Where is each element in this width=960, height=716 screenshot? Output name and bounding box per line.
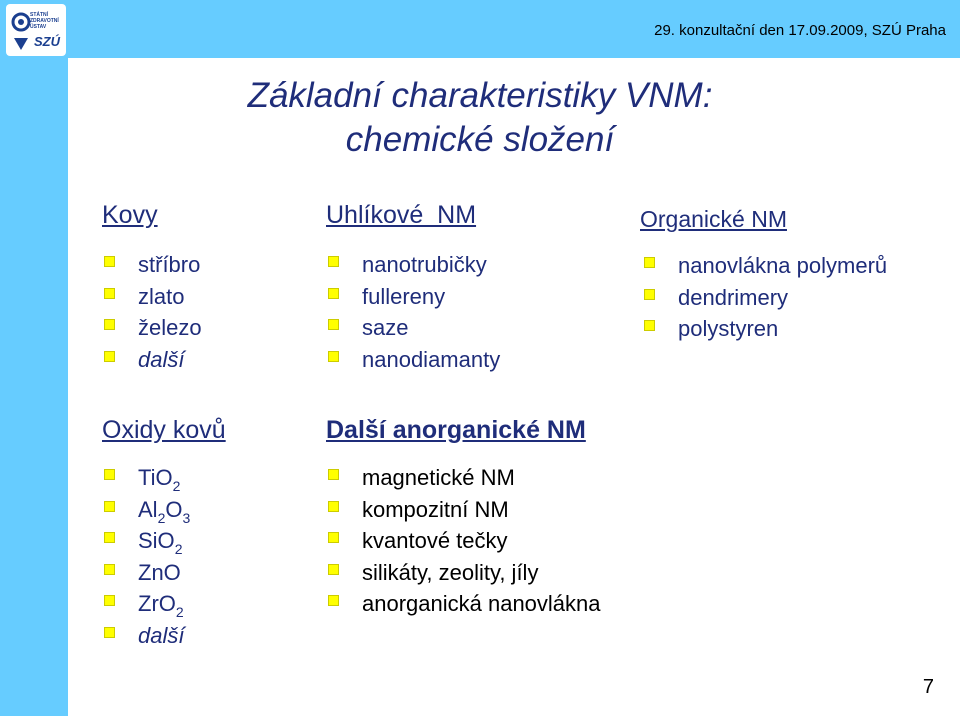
bullet-icon (328, 532, 339, 543)
list-item (644, 250, 887, 282)
bullet-icon (104, 564, 115, 575)
item-text: kvantové tečky (362, 528, 508, 553)
logo-line: STÁTNÍ (30, 12, 49, 18)
bullet-icon (104, 319, 115, 330)
bullet-icon (328, 351, 339, 362)
item-text: železo (138, 315, 202, 340)
list-item (104, 249, 202, 281)
item-text: polystyren (678, 316, 779, 341)
bullet-icon (104, 532, 115, 543)
item-text: saze (362, 315, 409, 340)
bullet-icon (328, 469, 339, 480)
title-line-1: Základní charakteristiky VNM: (247, 76, 713, 115)
logo-text (30, 12, 59, 30)
formula-part: Al (138, 496, 158, 522)
bullet-icon (328, 256, 339, 267)
bullet-icon (328, 564, 339, 575)
formula-part: TiO (138, 465, 173, 490)
heading-uhlikove: Uhlíkové NM (326, 201, 477, 229)
formula-subscript: 2 (172, 478, 181, 494)
list-item (328, 462, 601, 494)
list-item (104, 494, 190, 526)
item-text: silikáty, zeolity, jíly (362, 559, 539, 585)
bullet-icon (104, 501, 115, 512)
list-item (104, 525, 190, 557)
left-banner (0, 58, 68, 716)
item-text: dendrimery (678, 284, 789, 310)
logo-abbreviation: SZÚ (34, 34, 60, 49)
heading-organicke: Organické NM (640, 206, 787, 232)
formula-subscript: 2 (175, 604, 184, 620)
header-note: 29. konzultační den 17.09.2009, SZÚ Praha (654, 22, 946, 39)
list-uhlikove (328, 249, 500, 375)
formula-subscript: 3 (182, 509, 191, 526)
item-text: další (138, 346, 185, 372)
list-item (328, 249, 500, 281)
bullet-icon (328, 288, 339, 299)
list-item (104, 588, 190, 620)
bullet-icon (328, 319, 339, 330)
bullet-icon (644, 320, 655, 331)
item-text: anorganická nanovlákna (362, 591, 601, 616)
item-text: nanovlákna polymerů (678, 253, 888, 278)
heading-oxidy: Oxidy kovů (102, 416, 226, 444)
list-item (328, 588, 601, 620)
list-item (104, 462, 190, 494)
item-text: magnetické NM (362, 465, 515, 490)
list-item (644, 282, 887, 314)
formula-subscript: 2 (174, 541, 183, 557)
bullet-icon (104, 469, 115, 480)
logo-symbol-icon (10, 10, 32, 50)
bullet-icon (644, 289, 655, 300)
bullet-icon (328, 595, 339, 606)
szu-logo (6, 4, 66, 56)
bullet-icon (644, 257, 655, 268)
list-organicke (644, 250, 887, 345)
formula-subscript: 2 (157, 509, 166, 526)
heading-anorganicke: Další anorganické NM (326, 416, 586, 444)
bullet-icon (104, 627, 115, 638)
formula-part: ZrO (138, 591, 176, 616)
list-item (328, 525, 601, 557)
list-item (104, 281, 202, 313)
logo-line: ZDRAVOTNÍ (30, 18, 59, 24)
list-oxidy (104, 462, 190, 651)
bullet-icon (328, 501, 339, 512)
formula-part: ZnO (138, 559, 181, 585)
item-text: nanodiamanty (362, 346, 501, 372)
heading-kovy: Kovy (102, 201, 158, 229)
bullet-icon (104, 288, 115, 299)
formula-part: O (165, 496, 183, 522)
list-item (104, 344, 202, 376)
page-number: 7 (922, 676, 934, 698)
list-item (328, 344, 500, 376)
bullet-icon (104, 351, 115, 362)
slide-title (150, 74, 810, 162)
title-line-2: chemické složení (345, 120, 615, 159)
item-text: zlato (138, 283, 185, 309)
list-item (328, 312, 500, 344)
bullet-icon (104, 256, 115, 267)
list-item (104, 557, 190, 589)
formula-part: SiO (138, 528, 175, 553)
list-item (328, 557, 601, 589)
item-text: fullereny (362, 283, 446, 309)
logo-line: ÚSTAV (30, 24, 47, 30)
list-item (328, 494, 601, 526)
list-kovy (104, 249, 202, 375)
list-item (644, 313, 887, 345)
bullet-icon (104, 595, 115, 606)
list-anorganicke (328, 462, 601, 620)
list-item (328, 281, 500, 313)
item-text: kompozitní NM (362, 496, 509, 522)
list-item (104, 312, 202, 344)
item-text: nanotrubičky (362, 252, 487, 277)
list-item (104, 620, 190, 652)
item-text: stříbro (138, 252, 201, 277)
item-text: další (138, 622, 185, 648)
